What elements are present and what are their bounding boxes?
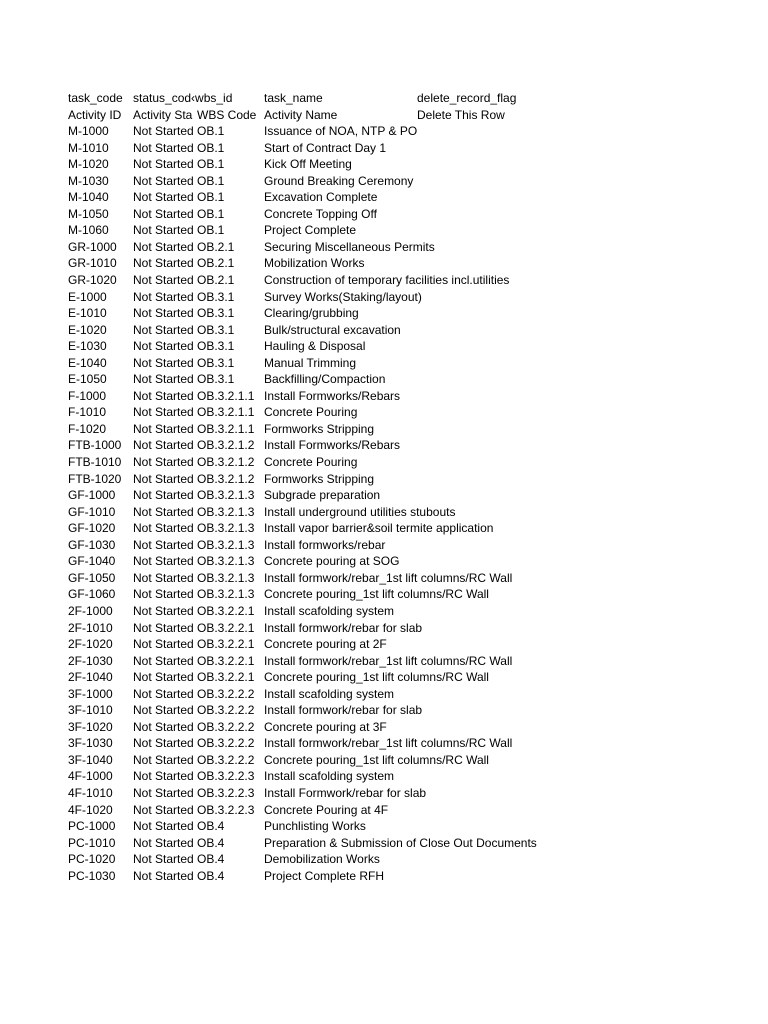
header-cell-activity-status: Activity Sta [133, 107, 193, 122]
header-cell-delete-row: Delete This Row [417, 107, 505, 122]
status-cell: Not Started [133, 140, 194, 155]
table-row [68, 802, 758, 819]
activity-id-cell: 2F-1030 [68, 653, 113, 668]
status-cell: Not Started [133, 471, 194, 486]
activity-id-cell: FTB-1000 [68, 438, 122, 453]
activity-name-cell: Concrete pouring_1st lift columns/RC Wall [264, 587, 489, 602]
table-row [68, 553, 758, 570]
header-cell-wbs-code: WBS Code [197, 107, 257, 122]
wbs-code-cell: OB.3.2.2.2 [197, 736, 255, 751]
wbs-code-cell: OB.3.1 [197, 322, 235, 337]
activity-id-cell: F-1020 [68, 421, 107, 436]
activity-id-cell: PC-1030 [68, 868, 116, 883]
activity-name-cell: Install underground utilities stubouts [264, 504, 456, 519]
status-cell: Not Started [133, 719, 194, 734]
table-row [68, 272, 758, 289]
activity-name-cell: Ground Breaking Ceremony [264, 173, 414, 188]
wbs-code-cell: OB.3.2.1.2 [197, 455, 255, 470]
wbs-code-cell: OB.3.2.2.3 [197, 769, 255, 784]
table-row [68, 123, 758, 140]
activity-name-cell: Install scafolding system [264, 603, 395, 618]
table-row [68, 752, 758, 769]
table-row [68, 437, 758, 454]
wbs-code-cell: OB.1 [197, 190, 225, 205]
activity-id-cell: 2F-1020 [68, 637, 113, 652]
activity-name-cell: Install Formwork/rebar for slab [264, 785, 427, 800]
activity-name-cell: Mobilization Works [264, 256, 365, 271]
status-cell: Not Started [133, 703, 194, 718]
activity-name-cell: Concrete pouring_1st lift columns/RC Wall [264, 670, 489, 685]
table-row [68, 305, 758, 322]
activity-name-cell: Survey Works(Staking/layout) [264, 289, 422, 304]
activity-id-cell: 4F-1020 [68, 802, 113, 817]
wbs-code-cell: OB.4 [197, 852, 225, 867]
wbs-code-cell: OB.3.2.2.1 [197, 670, 255, 685]
status-cell: Not Started [133, 157, 194, 172]
activity-id-cell: M-1040 [68, 190, 109, 205]
wbs-code-cell: OB.3.2.1.3 [197, 537, 255, 552]
wbs-code-cell: OB.3.2.1.1 [197, 405, 255, 420]
header-row-fields [68, 90, 758, 107]
activity-name-cell: Install scafolding system [264, 686, 395, 701]
wbs-code-cell: OB.3.2.1.1 [197, 421, 255, 436]
activity-name-cell: Concrete Pouring at 4F [264, 802, 389, 817]
status-cell: Not Started [133, 637, 194, 652]
activity-id-cell: 3F-1030 [68, 736, 113, 751]
activity-id-cell: 2F-1040 [68, 670, 113, 685]
table-row [68, 570, 758, 587]
wbs-code-cell: OB.2.1 [197, 256, 235, 271]
activity-id-cell: PC-1020 [68, 852, 116, 867]
activity-name-cell: Install formwork/rebar for slab [264, 620, 423, 635]
table-row [68, 189, 758, 206]
table-row [68, 719, 758, 736]
status-cell: Not Started [133, 421, 194, 436]
status-cell: Not Started [133, 852, 194, 867]
activity-id-cell: M-1020 [68, 157, 109, 172]
activity-id-cell: FTB-1010 [68, 455, 122, 470]
activity-name-cell: Concrete Pouring [264, 405, 358, 420]
activity-id-cell: M-1060 [68, 223, 109, 238]
status-cell: Not Started [133, 835, 194, 850]
wbs-code-cell: OB.3.2.2.1 [197, 620, 255, 635]
status-cell: Not Started [133, 322, 194, 337]
status-cell: Not Started [133, 190, 194, 205]
status-cell: Not Started [133, 769, 194, 784]
table-row [68, 818, 758, 835]
wbs-code-cell: OB.3.1 [197, 339, 235, 354]
activity-id-cell: 3F-1040 [68, 752, 113, 767]
activity-name-cell: Preparation & Submission of Close Out Documents [264, 835, 537, 850]
table-row [68, 735, 758, 752]
wbs-code-cell: OB.3.2.1.2 [197, 471, 255, 486]
activity-name-cell: Subgrade preparation [264, 488, 381, 503]
table-row [68, 156, 758, 173]
activity-name-cell: Manual Trimming [264, 355, 357, 370]
table-row [68, 868, 758, 885]
header-cell-activity-name: Activity Name [264, 107, 338, 122]
table-row [68, 653, 758, 670]
activity-id-cell: GF-1020 [68, 521, 116, 536]
wbs-code-cell: OB.3.2.2.2 [197, 752, 255, 767]
activity-id-cell: PC-1000 [68, 819, 116, 834]
activity-name-cell: Bulk/structural excavation [264, 322, 401, 337]
activity-id-cell: E-1050 [68, 372, 107, 387]
activity-name-cell: Demobilization Works [264, 852, 380, 867]
table-row [68, 404, 758, 421]
activity-id-cell: E-1040 [68, 355, 107, 370]
status-cell: Not Started [133, 670, 194, 685]
status-cell: Not Started [133, 405, 194, 420]
table-row [68, 239, 758, 256]
activity-name-cell: Concrete pouring at SOG [264, 554, 400, 569]
activity-name-cell: Kick Off Meeting [264, 157, 352, 172]
wbs-code-cell: OB.3.2.1.2 [197, 438, 255, 453]
activity-id-cell: GR-1010 [68, 256, 117, 271]
table-row [68, 669, 758, 686]
table-row [68, 140, 758, 157]
table-row [68, 222, 758, 239]
activity-name-cell: Backfilling/Compaction [264, 372, 386, 387]
table-row [68, 504, 758, 521]
status-cell: Not Started [133, 752, 194, 767]
activity-name-cell: Concrete Pouring [264, 455, 358, 470]
activity-id-cell: GR-1020 [68, 273, 117, 288]
table-row [68, 586, 758, 603]
wbs-code-cell: OB.1 [197, 206, 225, 221]
wbs-code-cell: OB.4 [197, 819, 225, 834]
table-row [68, 371, 758, 388]
activity-name-cell: Clearing/grubbing [264, 306, 359, 321]
table-row [68, 835, 758, 852]
status-cell: Not Started [133, 653, 194, 668]
wbs-code-cell: OB.2.1 [197, 239, 235, 254]
activity-id-cell: M-1030 [68, 173, 109, 188]
wbs-code-cell: OB.3.2.2.1 [197, 603, 255, 618]
table-row [68, 520, 758, 537]
activity-name-cell: Install formwork/rebar_1st lift columns/RC Wall [264, 570, 513, 585]
activity-name-cell: Concrete pouring_1st lift columns/RC Wall [264, 752, 489, 767]
table-row [68, 338, 758, 355]
table-row [68, 785, 758, 802]
activity-id-cell: 4F-1000 [68, 769, 113, 784]
wbs-code-cell: OB.3.1 [197, 289, 235, 304]
activity-id-cell: GF-1050 [68, 570, 116, 585]
table-row [68, 620, 758, 637]
status-cell: Not Started [133, 388, 194, 403]
table-row [68, 421, 758, 438]
activity-name-cell: Concrete pouring at 3F [264, 719, 387, 734]
activity-name-cell: Install Formworks/Rebars [264, 438, 401, 453]
activity-name-cell: Construction of temporary facilities incl.utilities [264, 273, 510, 288]
spreadsheet-sheet [68, 90, 758, 884]
activity-id-cell: 3F-1010 [68, 703, 113, 718]
activity-id-cell: PC-1010 [68, 835, 116, 850]
wbs-code-cell: OB.3.2.1.3 [197, 587, 255, 602]
activity-name-cell: Install formwork/rebar_1st lift columns/RC Wall [264, 736, 513, 751]
status-cell: Not Started [133, 256, 194, 271]
activity-id-cell: GR-1000 [68, 239, 117, 254]
table-row [68, 537, 758, 554]
table-row [68, 173, 758, 190]
wbs-code-cell: OB.3.2.2.1 [197, 637, 255, 652]
status-cell: Not Started [133, 289, 194, 304]
status-cell: Not Started [133, 504, 194, 519]
status-cell: Not Started [133, 455, 194, 470]
wbs-code-cell: OB.3.1 [197, 372, 235, 387]
table-row [68, 686, 758, 703]
activity-id-cell: E-1000 [68, 289, 107, 304]
table-row [68, 322, 758, 339]
activity-id-cell: M-1010 [68, 140, 109, 155]
wbs-code-cell: OB.3.1 [197, 306, 235, 321]
table-row [68, 768, 758, 785]
activity-name-cell: Install vapor barrier&soil termite application [264, 521, 494, 536]
status-cell: Not Started [133, 570, 194, 585]
status-cell: Not Started [133, 554, 194, 569]
activity-name-cell: Install formwork/rebar for slab [264, 703, 423, 718]
table-row [68, 206, 758, 223]
activity-name-cell: Punchlisting Works [264, 819, 366, 834]
table-body [68, 123, 758, 884]
activity-id-cell: F-1000 [68, 388, 107, 403]
activity-name-cell: Securing Miscellaneous Permits [264, 239, 435, 254]
wbs-code-cell: OB.2.1 [197, 273, 235, 288]
table-row [68, 471, 758, 488]
header-cell-task-code: task_code [68, 91, 123, 105]
activity-name-cell: Project Complete [264, 223, 357, 238]
activity-name-cell: Concrete Topping Off [264, 206, 377, 221]
status-cell: Not Started [133, 306, 194, 321]
wbs-code-cell: OB.3.2.2.3 [197, 802, 255, 817]
activity-id-cell: 4F-1010 [68, 785, 113, 800]
status-cell: Not Started [133, 587, 194, 602]
header-cell-task-name: task_name [264, 91, 323, 105]
activity-name-cell: Start of Contract Day 1 [264, 140, 387, 155]
activity-name-cell: Concrete pouring at 2F [264, 637, 387, 652]
wbs-code-cell: OB.1 [197, 124, 225, 139]
activity-name-cell: Install formworks/rebar [264, 537, 386, 552]
status-cell: Not Started [133, 124, 194, 139]
status-cell: Not Started [133, 223, 194, 238]
wbs-code-cell: OB.3.1 [197, 355, 235, 370]
activity-name-cell: Issuance of NOA, NTP & PO [264, 124, 418, 139]
wbs-code-cell: OB.1 [197, 173, 225, 188]
wbs-code-cell: OB.3.2.1.3 [197, 504, 255, 519]
status-cell: Not Started [133, 736, 194, 751]
status-cell: Not Started [133, 372, 194, 387]
activity-id-cell: GF-1060 [68, 587, 116, 602]
activity-id-cell: M-1050 [68, 206, 109, 221]
activity-name-cell: Formworks Stripping [264, 421, 375, 436]
wbs-code-cell: OB.3.2.2.2 [197, 686, 255, 701]
activity-id-cell: F-1010 [68, 405, 107, 420]
activity-name-cell: Install scafolding system [264, 769, 395, 784]
status-cell: Not Started [133, 620, 194, 635]
header-cell-activity-id: Activity ID [68, 107, 122, 122]
activity-id-cell: M-1000 [68, 124, 109, 139]
activity-name-cell: Project Complete RFH [264, 868, 385, 883]
status-cell: Not Started [133, 339, 194, 354]
activity-name-cell: Hauling & Disposal [264, 339, 366, 354]
activity-id-cell: FTB-1020 [68, 471, 122, 486]
wbs-code-cell: OB.3.2.1.1 [197, 388, 255, 403]
status-cell: Not Started [133, 868, 194, 883]
wbs-code-cell: OB.3.2.1.3 [197, 521, 255, 536]
wbs-code-cell: OB.3.2.2.3 [197, 785, 255, 800]
table-row [68, 355, 758, 372]
status-cell: Not Started [133, 802, 194, 817]
table-row [68, 851, 758, 868]
table-row [68, 702, 758, 719]
status-cell: Not Started [133, 355, 194, 370]
status-cell: Not Started [133, 785, 194, 800]
header-cell-status-code-wbs-id: status_cod‹wbs_id [133, 91, 233, 105]
status-cell: Not Started [133, 488, 194, 503]
wbs-code-cell: OB.1 [197, 157, 225, 172]
status-cell: Not Started [133, 239, 194, 254]
wbs-code-cell: OB.4 [197, 868, 225, 883]
activity-id-cell: GF-1010 [68, 504, 116, 519]
wbs-code-cell: OB.3.2.1.3 [197, 488, 255, 503]
table-row [68, 636, 758, 653]
table-row [68, 388, 758, 405]
table-row [68, 487, 758, 504]
wbs-code-cell: OB.3.2.2.1 [197, 653, 255, 668]
activity-id-cell: GF-1030 [68, 537, 116, 552]
table-row [68, 289, 758, 306]
activity-name-cell: Install formwork/rebar_1st lift columns/RC Wall [264, 653, 513, 668]
activity-id-cell: E-1010 [68, 306, 107, 321]
table-row [68, 603, 758, 620]
status-cell: Not Started [133, 537, 194, 552]
activity-id-cell: 3F-1000 [68, 686, 113, 701]
status-cell: Not Started [133, 686, 194, 701]
status-cell: Not Started [133, 206, 194, 221]
activity-name-cell: Excavation Complete [264, 190, 378, 205]
wbs-code-cell: OB.3.2.2.2 [197, 719, 255, 734]
activity-id-cell: 2F-1010 [68, 620, 113, 635]
activity-id-cell: E-1020 [68, 322, 107, 337]
header-cell-delete-flag: delete_record_flag [417, 91, 517, 105]
status-cell: Not Started [133, 173, 194, 188]
wbs-code-cell: OB.4 [197, 835, 225, 850]
header-row-labels [68, 107, 758, 124]
activity-name-cell: Install Formworks/Rebars [264, 388, 401, 403]
activity-id-cell: GF-1000 [68, 488, 116, 503]
wbs-code-cell: OB.3.2.1.3 [197, 554, 255, 569]
activity-name-cell: Formworks Stripping [264, 471, 375, 486]
status-cell: Not Started [133, 273, 194, 288]
activity-id-cell: 2F-1000 [68, 603, 113, 618]
table-row [68, 255, 758, 272]
activity-id-cell: E-1030 [68, 339, 107, 354]
status-cell: Not Started [133, 521, 194, 536]
wbs-code-cell: OB.1 [197, 140, 225, 155]
status-cell: Not Started [133, 438, 194, 453]
activity-id-cell: 3F-1020 [68, 719, 113, 734]
wbs-code-cell: OB.3.2.2.2 [197, 703, 255, 718]
status-cell: Not Started [133, 603, 194, 618]
table-row [68, 454, 758, 471]
activity-id-cell: GF-1040 [68, 554, 116, 569]
wbs-code-cell: OB.1 [197, 223, 225, 238]
status-cell: Not Started [133, 819, 194, 834]
wbs-code-cell: OB.3.2.1.3 [197, 570, 255, 585]
